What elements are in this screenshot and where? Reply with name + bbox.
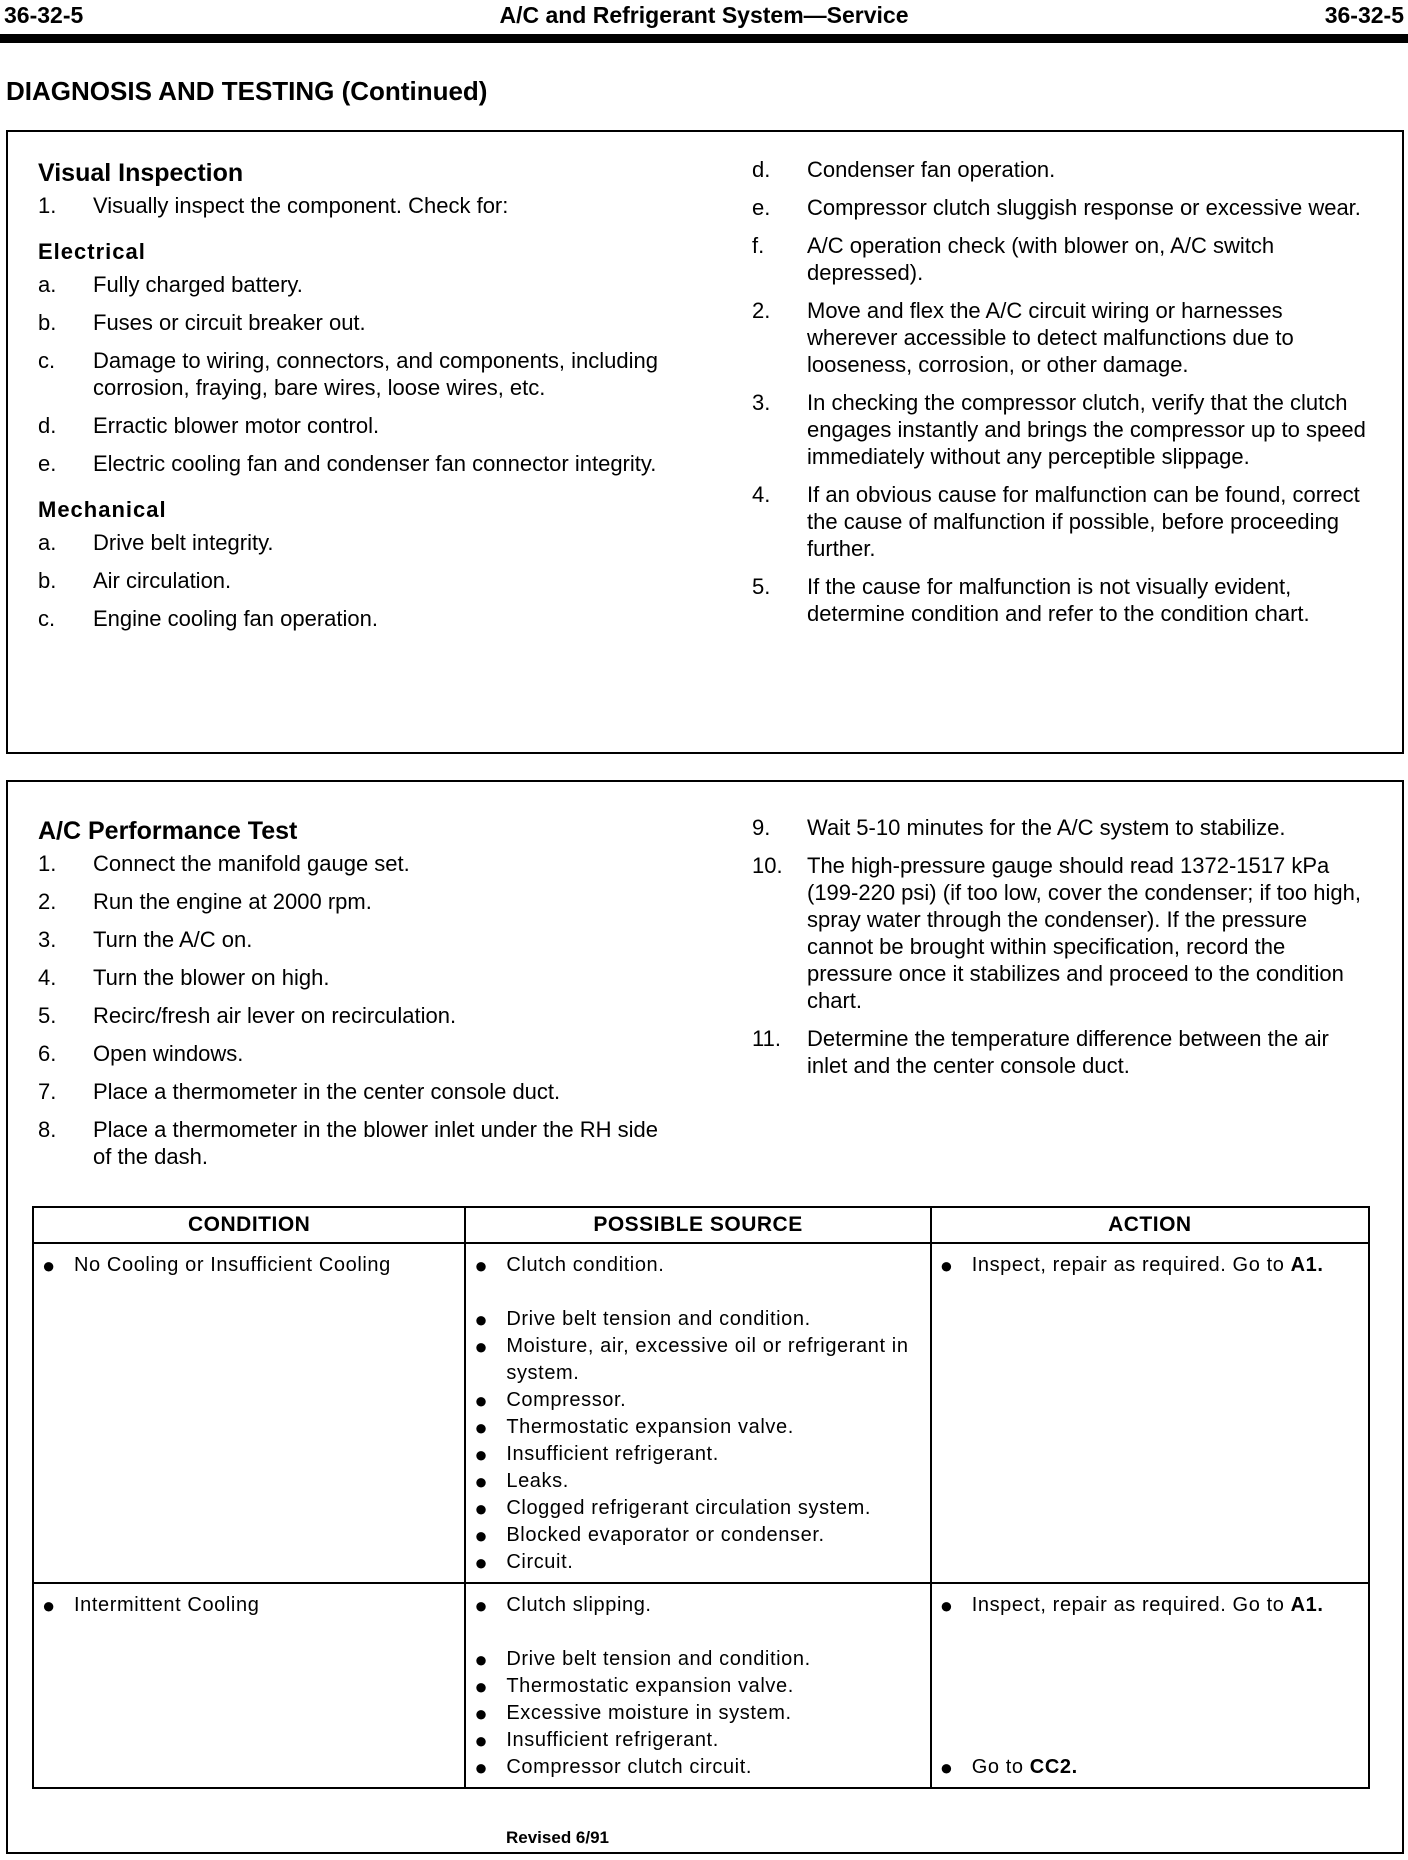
table-row (33, 1583, 1369, 1788)
list-text: Place a thermometer in the center console duct. (93, 1079, 561, 1104)
page-header (0, 0, 1408, 44)
source-item (474, 1754, 923, 1781)
bullet-text: Excessive moisture in system. (506, 1702, 792, 1724)
action-reference: A1. (1290, 1594, 1324, 1616)
bullet-text: Go to (971, 1756, 1024, 1778)
header-action: ACTION (931, 1207, 1369, 1243)
action-item (940, 1592, 1362, 1619)
bullet-icon: ● (474, 1253, 489, 1278)
list-marker: b. (38, 568, 57, 593)
list-item (38, 567, 658, 594)
visual-inspection-left-column (38, 158, 658, 632)
list-marker: e. (752, 195, 771, 220)
list-text: Fuses or circuit breaker out. (93, 310, 366, 335)
bullet-text: Clutch slipping. (506, 1594, 652, 1616)
bullet-icon: ● (42, 1253, 56, 1278)
bullet-text: No Cooling or Insufficient Cooling (74, 1254, 391, 1276)
list-item (38, 271, 658, 298)
source-item (474, 1673, 923, 1700)
source-item (474, 1252, 923, 1279)
list-item (38, 1002, 658, 1029)
bullet-icon: ● (474, 1701, 489, 1726)
bullet-text: Intermittent Cooling (74, 1594, 260, 1616)
bullet-text: Compressor clutch circuit. (506, 1756, 753, 1778)
bullet-text: Circuit. (506, 1551, 574, 1573)
performance-test-right-column (752, 810, 1372, 1079)
possible-source-cell (465, 1583, 930, 1788)
bullet-icon: ● (939, 1253, 954, 1278)
bullet-icon: ● (474, 1388, 489, 1413)
bullet-icon: ● (474, 1728, 489, 1753)
bullet-text: Moisture, air, excessive oil or refrigerant in system. (506, 1335, 909, 1384)
source-item (474, 1495, 923, 1522)
list-marker: d. (752, 157, 771, 182)
list-text: Electric cooling fan and condenser fan connector integrity. (93, 451, 657, 476)
bullet-icon: ● (474, 1442, 489, 1467)
source-item (474, 1549, 923, 1576)
action-reference: CC2. (1029, 1756, 1078, 1778)
list-text: In checking the compressor clutch, verify that the clutch engages instantly and brings the compressor up to speed immediately without any perceptible slippage. (807, 390, 1366, 469)
list-marker: 7. (38, 1079, 57, 1104)
bullet-icon: ● (939, 1593, 954, 1618)
list-item: 1. Visually inspect the component. Check for: (38, 193, 509, 218)
mechanical-list (38, 529, 658, 632)
mechanical-subtitle: Mechanical (38, 497, 167, 522)
list-marker: f. (752, 233, 765, 258)
list-marker: e. (38, 451, 57, 476)
list-marker: 4. (752, 482, 771, 507)
list-marker: 5. (38, 1003, 57, 1028)
list-marker: c. (38, 348, 56, 373)
source-item (474, 1592, 923, 1619)
list-marker: 6. (38, 1041, 57, 1066)
list-item (38, 888, 658, 915)
list-text: Move and flex the A/C circuit wiring or harnesses wherever accessible to detect malfunctions due to looseness, corrosion, or other damage. (807, 298, 1294, 377)
list-text: Run the engine at 2000 rpm. (93, 889, 372, 914)
list-item (752, 852, 1372, 1014)
bullet-icon: ● (474, 1593, 489, 1618)
list-text: Drive belt integrity. (93, 530, 274, 555)
bullet-text: Leaks. (506, 1470, 569, 1492)
visual-inspection-title: Visual Inspection (38, 159, 244, 187)
electrical-list (38, 271, 658, 477)
source-item (474, 1727, 923, 1754)
bullet-icon: ● (474, 1647, 489, 1672)
bullet-text: Clogged refrigerant circulation system. (506, 1497, 872, 1519)
list-marker: 1. (38, 851, 57, 876)
bullet-text: Insufficient refrigerant. (506, 1729, 719, 1751)
bullet-text: Clutch condition. (506, 1254, 665, 1276)
source-item (474, 1306, 923, 1333)
table-row (33, 1243, 1369, 1583)
list-marker: a. (38, 272, 57, 297)
header-title: A/C and Refrigerant System—Service (499, 2, 909, 28)
bullet-text: Compressor. (506, 1389, 627, 1411)
condition-table (32, 1206, 1370, 1789)
bullet-icon: ● (474, 1523, 489, 1548)
list-marker: d. (38, 413, 57, 438)
footer-revision: Revised 6/91 (506, 1828, 610, 1847)
list-item (752, 232, 1372, 286)
list-item (752, 156, 1372, 183)
source-item (474, 1387, 923, 1414)
list-text: Recirc/fresh air lever on recirculation. (93, 1003, 457, 1028)
list-text: Erractic blower motor control. (93, 413, 380, 438)
list-marker: 8. (38, 1117, 57, 1142)
list-marker: 3. (38, 927, 57, 952)
list-text: Engine cooling fan operation. (93, 606, 378, 631)
list-text: Place a thermometer in the blower inlet under the RH side of the dash. (93, 1117, 658, 1169)
bullet-icon: ● (474, 1307, 489, 1332)
condition-cell (33, 1243, 465, 1583)
list-item (38, 850, 658, 877)
section-title: DIAGNOSIS AND TESTING (Continued) (6, 76, 488, 106)
list-marker: 4. (38, 965, 57, 990)
performance-test-left-column (38, 816, 658, 1170)
list-marker: 2. (38, 889, 57, 914)
header-possible-source: POSSIBLE SOURCE (465, 1207, 930, 1243)
list-item (38, 1040, 658, 1067)
bullet-icon: ● (42, 1593, 56, 1618)
list-item (38, 1078, 658, 1105)
list-item (752, 389, 1372, 470)
bullet-text: Insufficient refrigerant. (506, 1443, 719, 1465)
list-text: If the cause for malfunction is not visually evident, determine condition and refer to the condition chart. (807, 574, 1310, 626)
header-rule (0, 34, 1408, 43)
list-marker: b. (38, 310, 57, 335)
action-reference: A1. (1290, 1254, 1324, 1276)
list-text: Air circulation. (93, 568, 232, 593)
source-item (474, 1414, 923, 1441)
list-text: Open windows. (93, 1041, 244, 1066)
list-item (38, 529, 658, 556)
page-number-left: 36-32-5 (4, 2, 84, 28)
list-item (38, 347, 658, 401)
electrical-subtitle: Electrical (38, 239, 146, 264)
bullet-icon: ● (474, 1496, 489, 1521)
bullet-icon: ● (474, 1469, 489, 1494)
bullet-icon: ● (474, 1755, 489, 1780)
list-text: Turn the A/C on. (93, 927, 253, 952)
list-text: Damage to wiring, connectors, and components, including corrosion, fraying, bare wires, loose wires, etc. (93, 348, 658, 400)
list-item (38, 412, 658, 439)
source-item (474, 1333, 923, 1387)
list-item (752, 481, 1372, 562)
action-cell (931, 1243, 1369, 1583)
list-marker: 11. (752, 1026, 781, 1051)
list-item (752, 573, 1372, 627)
bullet-icon: ● (474, 1550, 489, 1575)
bullet-text: Drive belt tension and condition. (506, 1308, 811, 1330)
source-item (474, 1441, 923, 1468)
list-text: Condenser fan operation. (807, 157, 1056, 182)
page-number-right: 36-32-5 (1324, 2, 1404, 28)
list-text: Determine the temperature difference between the air inlet and the center console duct. (807, 1026, 1329, 1078)
source-item (474, 1700, 923, 1727)
visual-inspection-right-column (752, 152, 1372, 627)
list-item (752, 814, 1372, 841)
list-text: Turn the blower on high. (93, 965, 330, 990)
performance-test-right-list (752, 814, 1372, 1079)
action-item (940, 1754, 1362, 1781)
bullet-text: Inspect, repair as required. Go to (971, 1254, 1285, 1276)
list-item (38, 450, 658, 477)
source-item (474, 1646, 923, 1673)
source-item (474, 1468, 923, 1495)
list-item (38, 309, 658, 336)
list-item (38, 1116, 658, 1170)
list-text: The high-pressure gauge should read 1372-1517 kPa (199-220 psi) (if too low, cover the condenser; if too high, spray water through the condenser). If the pressure cannot be brought within specification, record the pressure once it stabilizes and proceed to the condition chart. (807, 853, 1361, 1013)
list-marker: c. (38, 606, 56, 631)
list-text: Wait 5-10 minutes for the A/C system to stabilize. (807, 815, 1286, 840)
list-item (752, 297, 1372, 378)
list-item (752, 194, 1372, 221)
bullet-text: Thermostatic expansion valve. (506, 1416, 794, 1438)
bullet-icon: ● (939, 1755, 954, 1780)
bullet-text: Blocked evaporator or condenser. (506, 1524, 825, 1546)
bullet-icon: ● (474, 1674, 489, 1699)
list-marker: 5. (752, 574, 771, 599)
performance-test-left-list (38, 850, 658, 1170)
action-item (940, 1252, 1362, 1279)
list-text: A/C operation check (with blower on, A/C switch depressed). (807, 233, 1275, 285)
source-item (474, 1522, 923, 1549)
condition-cell (33, 1583, 465, 1788)
list-marker: 9. (752, 815, 771, 840)
bullet-text: Inspect, repair as required. Go to (971, 1594, 1285, 1616)
list-item (38, 605, 658, 632)
possible-source-cell (465, 1243, 930, 1583)
performance-test-title: A/C Performance Test (38, 817, 298, 845)
bullet-icon: ● (474, 1334, 489, 1359)
condition-item (42, 1252, 458, 1279)
header-condition: CONDITION (33, 1207, 465, 1243)
list-marker: a. (38, 530, 57, 555)
list-marker: 2. (752, 298, 771, 323)
list-marker: 3. (752, 390, 771, 415)
list-marker: 10. (752, 853, 783, 878)
list-text: Fully charged battery. (93, 272, 303, 297)
list-text: Connect the manifold gauge set. (93, 851, 410, 876)
condition-item (42, 1592, 458, 1619)
bullet-text: Drive belt tension and condition. (506, 1648, 811, 1670)
bullet-text: Thermostatic expansion valve. (506, 1675, 794, 1697)
list-text: Compressor clutch sluggish response or excessive wear. (807, 195, 1361, 220)
visual-inspection-right-list (752, 156, 1372, 627)
list-item (38, 926, 658, 953)
list-text: If an obvious cause for malfunction can be found, correct the cause of malfunction if possible, before proceeding further. (807, 482, 1360, 561)
list-item (752, 1025, 1372, 1079)
list-item (38, 964, 658, 991)
action-cell (931, 1583, 1369, 1788)
bullet-icon: ● (474, 1415, 489, 1440)
table-header-row (33, 1207, 1369, 1243)
